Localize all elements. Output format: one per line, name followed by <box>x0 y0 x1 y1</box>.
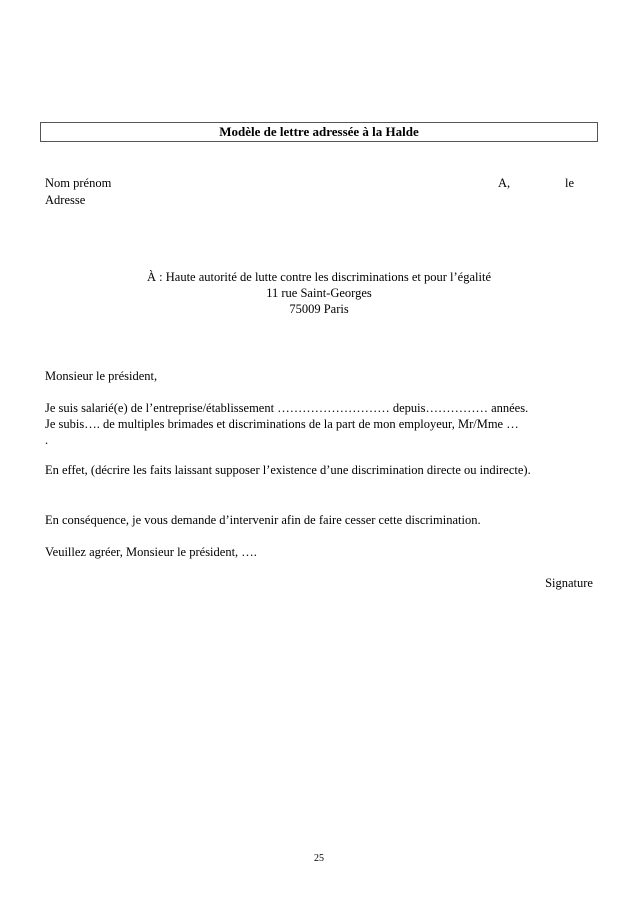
closing-formula: Veuillez agréer, Monsieur le président, …. <box>45 545 257 559</box>
sender-address: Adresse <box>45 193 86 207</box>
recipient-city: 75009 Paris <box>289 302 349 316</box>
paragraph-discrimination: Je subis…. de multiples brimades et discriminations de la part de mon employeur, Mr/Mme … <box>45 417 519 431</box>
paragraph-employment: Je suis salarié(e) de l’entreprise/établissement ……………………… depuis…………… années. <box>45 401 529 415</box>
sender-place: A, <box>498 176 511 190</box>
salutation: Monsieur le président, <box>45 369 158 383</box>
letter-title: Modèle de lettre adressée à la Halde <box>40 122 598 142</box>
paragraph-discrimination-continuation: . <box>45 433 49 447</box>
recipient-name: À : Haute autorité de lutte contre les discriminations et pour l’égalité <box>147 270 491 284</box>
sender-name: Nom prénom <box>45 176 112 190</box>
signature: Signature <box>545 576 593 590</box>
recipient-street: 11 rue Saint-Georges <box>266 286 372 300</box>
paragraph-facts: En effet, (décrire les faits laissant supposer l’existence d’une discrimination directe ou indirecte). <box>45 463 531 477</box>
paragraph-request: En conséquence, je vous demande d’intervenir afin de faire cesser cette discrimination. <box>45 513 481 527</box>
page-number: 25 <box>314 853 324 864</box>
sender-date: le <box>565 176 575 190</box>
